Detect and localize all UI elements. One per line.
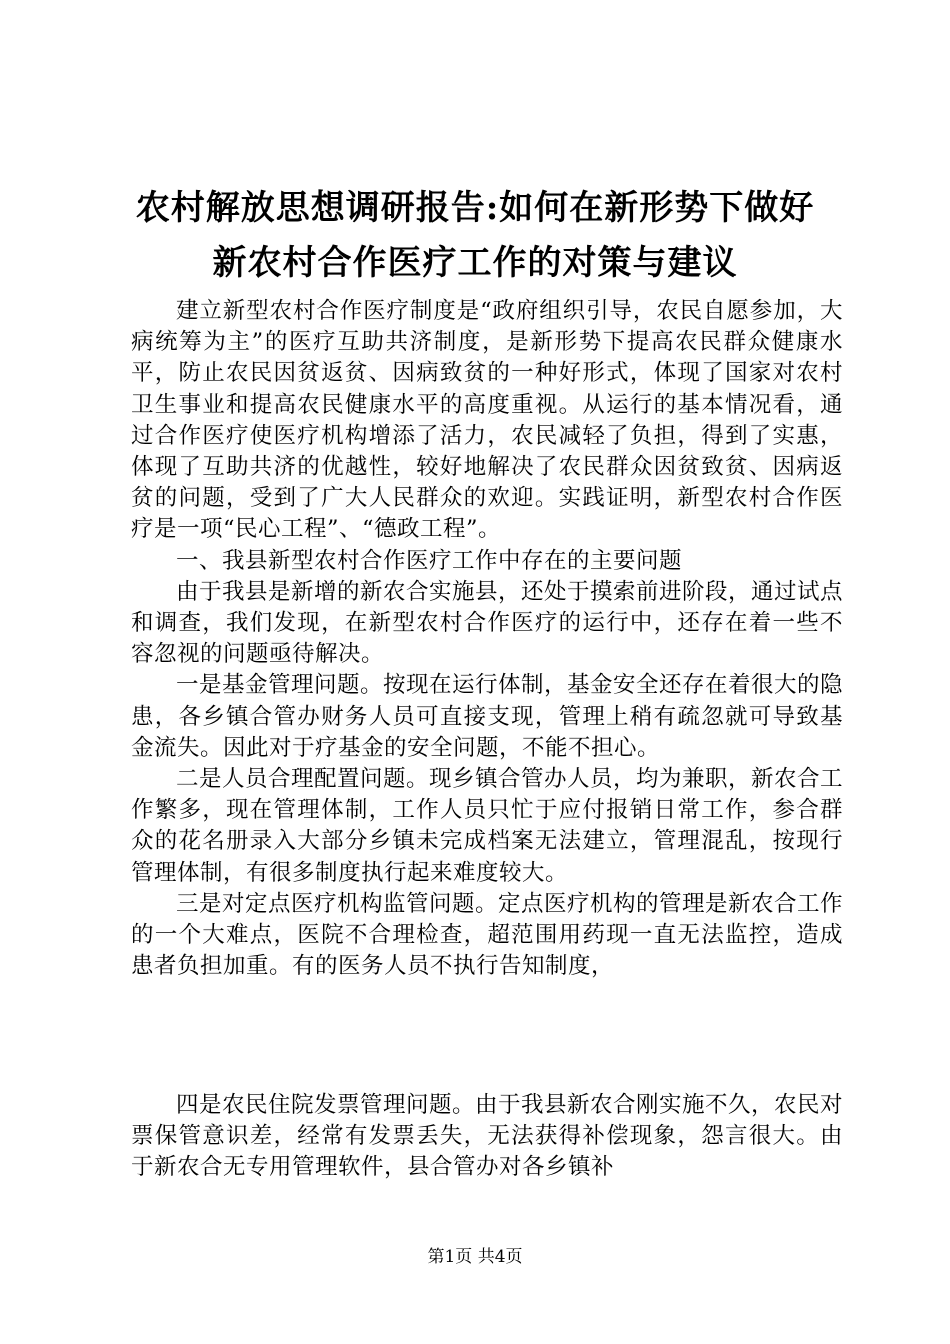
paragraph-invoice-management: 四是农民住院发票管理问题。由于我县新农合刚实施不久，农民对票保管意识差，经常有发票丢失，无法获得补偿现象，怨言很大。由于新农合无专用管理软件，县合管办对各乡镇补 [131, 1092, 844, 1181]
document-body-top [131, 296, 843, 982]
paragraph-staffing: 二是人员合理配置问题。现乡镇合管办人员，均为兼职，新农合工作繁多，现在管理体制，工作人员只忙于应付报销日常工作，参合群众的花名册录入大部分乡镇未完成档案无法建立，管理混乱，按现行管理体制，有很多制度执行起来难度较大。 [131, 766, 844, 886]
document-body-bottom [131, 1090, 843, 1184]
paragraph-fund-management: 一是基金管理问题。按现在运行体制，基金安全还存在着很大的隐患，各乡镇合管办财务人员可直接支现，管理上稍有疏忽就可导致基金流失。因此对于疗基金的安全问题，不能不担心。 [131, 672, 844, 761]
paragraph-problems-intro: 由于我县是新增的新农合实施县，还处于摸索前进阶段，通过试点和调查，我们发现，在新型农村合作医疗的运行中，还存在着一些不容忽视的问题亟待解决。 [131, 578, 844, 668]
document-title-line-1: 农村解放思想调研报告:如何在新形势下做好 [135, 188, 815, 228]
page-footer: 第1页 共4页 [427, 1247, 523, 1267]
paragraph-institution-supervision: 三是对定点医疗机构监管问题。定点医疗机构的管理是新农合工作的一个大难点，医院不合理检查，超范围用药现一直无法监控，造成患者负担加重。有的医务人员不执行告知制度， [131, 890, 844, 980]
section-heading-1: 一、我县新型农村合作医疗工作中存在的主要问题 [176, 547, 683, 574]
document-title-line-2: 新农村合作医疗工作的对策与建议 [212, 243, 738, 283]
paragraph-intro: 建立新型农村合作医疗制度是“政府组织引导，农民自愿参加，大病统筹为主”的医疗互助共济制度，是新形势下提高农民群众健康水平，防止农民因贫返贫、因病致贫的一种好形式，体现了国家对农村卫生事业和提高农民健康水平的高度重视。从运行的基本情况看，通过合作医疗使医疗机构增添了活力，农民减轻了负担，得到了实惠，体现了互助共济的优越性，较好地解决了农民群众因贫致贫、因病返贫的问题，受到了广大人民群众的欢迎。实践证明，新型农村合作医疗是一项“民心工程”、“德政工程”。 [131, 298, 843, 543]
